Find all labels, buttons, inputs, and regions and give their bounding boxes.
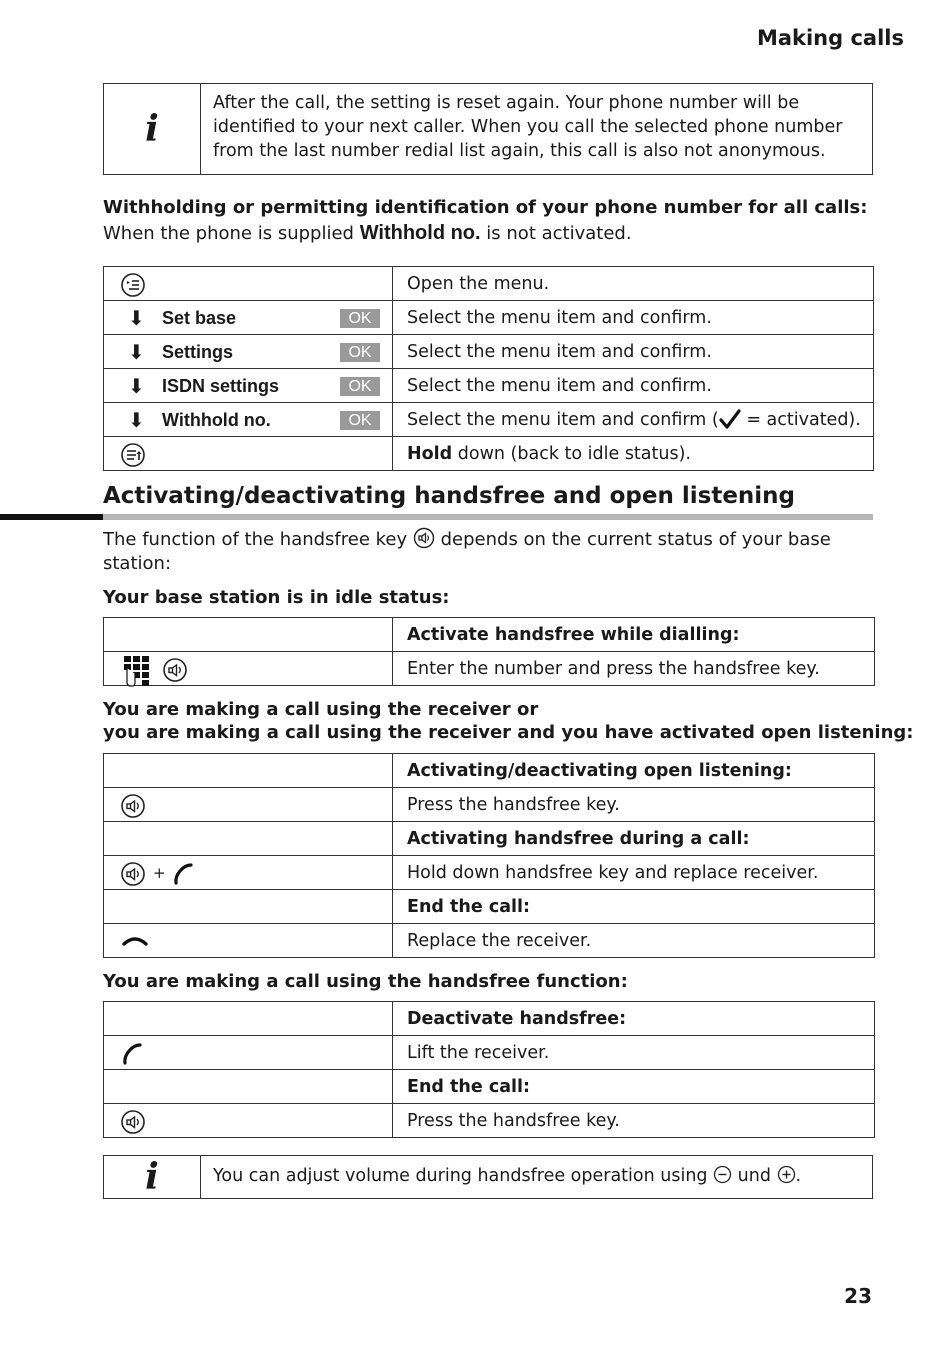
table-row: + Hold down handsfree key and replace receiver.	[104, 856, 875, 890]
ok-key: OK	[340, 309, 380, 328]
ok-key: OK	[340, 343, 380, 362]
idle-heading: Your base station is in idle status:	[103, 587, 450, 608]
table-row: End the call:	[104, 890, 875, 924]
info-icon: i	[104, 84, 201, 174]
receiver-lift-icon	[120, 1041, 146, 1067]
receiver-table	[103, 753, 875, 958]
menu-steps-table	[103, 266, 874, 471]
withhold-heading: Withholding or permitting identification of your phone number for all calls:	[103, 197, 868, 218]
table-row: Press the handsfree key.	[104, 788, 875, 822]
volume-minus-icon	[713, 1165, 732, 1184]
table-row: Open the menu.	[104, 267, 874, 301]
handsfree-heading: You are making a call using the handsfree function:	[103, 971, 628, 992]
table-row: Hold down (back to idle status).	[104, 437, 874, 471]
handsfree-key-icon	[120, 861, 146, 887]
info-icon: i	[104, 1156, 201, 1198]
info-text: After the call, the setting is reset again. Your phone number will be identified to your next caller. When you call the selected phone number from the last number redial list again, this call is also not anonymous.	[213, 93, 843, 161]
table-row: Press the handsfree key.	[104, 1104, 875, 1138]
table-row: Activating handsfree during a call:	[104, 822, 875, 856]
info-box	[103, 1155, 873, 1199]
table-row: Enter the number and press the handsfree key.	[104, 652, 875, 686]
receiver-heading: you are making a call using the receiver and you have activated open listening:	[103, 722, 914, 743]
withhold-setting-name: Withhold no.	[359, 222, 481, 244]
info-text: You can adjust volume during handsfree operation using und .	[213, 1166, 802, 1186]
table-row: Activating/deactivating open listening:	[104, 754, 875, 788]
section-heading: Activating/deactivating handsfree and open listening	[103, 483, 796, 509]
table-row: Replace the receiver.	[104, 924, 875, 958]
idle-table	[103, 617, 875, 686]
section-rule	[103, 514, 873, 520]
table-row: Lift the receiver.	[104, 1036, 875, 1070]
keypad-icon	[120, 654, 156, 688]
handsfree-intro: The function of the handsfree key depends on the current status of your base station:	[103, 529, 831, 574]
receiver-lift-icon	[171, 861, 197, 887]
plus-sign: +	[153, 864, 166, 882]
ok-key: OK	[340, 411, 380, 430]
section-rule-dark	[0, 514, 103, 520]
arrow-down-icon: ⬇	[128, 374, 145, 398]
arrow-down-icon: ⬇	[128, 306, 145, 330]
page-header-title: Making calls	[756, 26, 904, 50]
handsfree-key-icon	[120, 793, 146, 819]
checkmark-icon	[719, 409, 741, 429]
table-row: ⬇ Settings OK Select the menu item and confirm.	[104, 335, 874, 369]
page-number: 23	[844, 1284, 872, 1308]
handsfree-key-icon	[120, 1109, 146, 1135]
receiver-heading: You are making a call using the receiver or	[103, 699, 539, 720]
receiver-hang-up-icon	[120, 929, 150, 955]
info-box	[103, 83, 873, 175]
table-row: ⬇ ISDN settings OK Select the menu item and confirm.	[104, 369, 874, 403]
withhold-intro: When the phone is supplied Withhold no. is not activated.	[103, 222, 632, 244]
handsfree-key-icon	[413, 527, 435, 549]
table-row: ⬇ Set base OK Select the menu item and confirm.	[104, 301, 874, 335]
menu-key-icon	[120, 272, 146, 298]
table-row: End the call:	[104, 1070, 875, 1104]
table-row: Deactivate handsfree:	[104, 1002, 875, 1036]
end-call-key-icon	[120, 442, 146, 468]
table-row: Activate handsfree while dialling:	[104, 618, 875, 652]
arrow-down-icon: ⬇	[128, 408, 145, 432]
arrow-down-icon: ⬇	[128, 340, 145, 364]
handsfree-table	[103, 1001, 875, 1138]
volume-plus-icon	[777, 1165, 796, 1184]
ok-key: OK	[340, 377, 380, 396]
handsfree-key-icon	[162, 657, 188, 683]
table-row: ⬇ Withhold no. OK Select the menu item and confirm ( = activated).	[104, 403, 874, 437]
